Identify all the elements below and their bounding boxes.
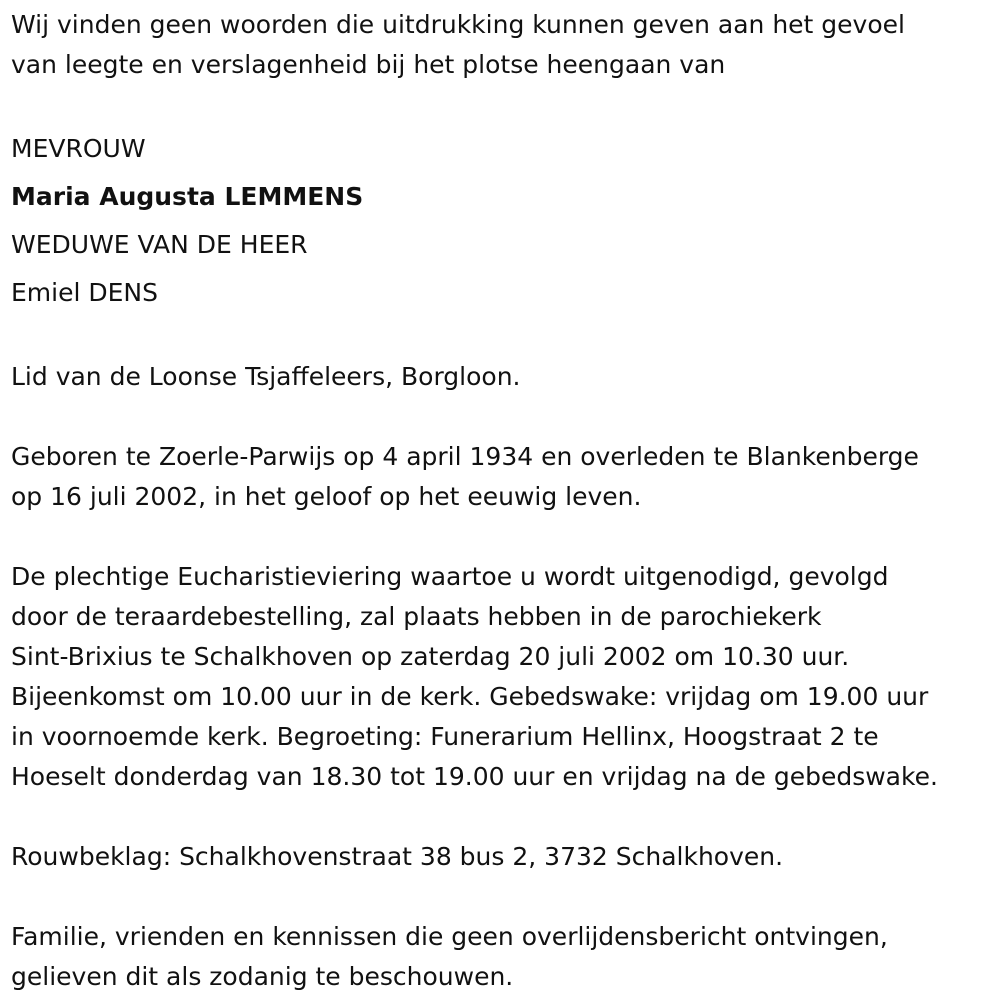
paragraph-spacer <box>11 517 995 557</box>
paragraph-spacer <box>11 877 995 917</box>
closing-paragraph <box>11 917 995 997</box>
ceremony-line: De plechtige Eucharistieviering waartoe u wordt uitgenodigd, gevolgd <box>11 562 889 591</box>
paragraph-spacer <box>11 397 995 437</box>
deceased-relation: WEDUWE VAN DE HEER <box>11 230 308 259</box>
ceremony-line: Bijeenkomst om 10.00 uur in de kerk. Gebedswake: vrijdag om 19.00 uur <box>11 682 929 711</box>
ceremony-paragraph <box>11 557 995 797</box>
birth-death-line: Geboren te Zoerle-Parwijs op 4 april 1934 en overleden te Blankenberge <box>11 442 919 471</box>
spouse-name: Emiel DENS <box>11 278 158 307</box>
paragraph-spacer <box>11 317 995 357</box>
closing-line: Familie, vrienden en kennissen die geen overlijdensbericht ontvingen, <box>11 922 888 951</box>
death-notice <box>11 5 995 997</box>
closing-line: gelieven dit als zodanig te beschouwen. <box>11 962 514 991</box>
paragraph-spacer <box>11 797 995 837</box>
deceased-block <box>11 125 995 317</box>
deceased-name: Maria Augusta LEMMENS <box>11 182 364 211</box>
intro-line: Wij vinden geen woorden die uitdrukking kunnen geven aan het gevoel <box>11 10 905 39</box>
intro-paragraph <box>11 5 995 85</box>
membership-line: Lid van de Loonse Tsjaffeleers, Borgloon. <box>11 362 521 391</box>
intro-line: van leegte en verslagenheid bij het plotse heengaan van <box>11 50 726 79</box>
ceremony-line: Hoeselt donderdag van 18.30 tot 19.00 uur en vrijdag na de gebedswake. <box>11 762 938 791</box>
birth-death-paragraph <box>11 437 995 517</box>
ceremony-line: in voornoemde kerk. Begroeting: Funerarium Hellinx, Hoogstraat 2 te <box>11 722 879 751</box>
condolence-address: Rouwbeklag: Schalkhovenstraat 38 bus 2, 3732 Schalkhoven. <box>11 842 784 871</box>
birth-death-line: op 16 juli 2002, in het geloof op het eeuwig leven. <box>11 482 642 511</box>
ceremony-line: Sint-Brixius te Schalkhoven op zaterdag 20 juli 2002 om 10.30 uur. <box>11 642 850 671</box>
ceremony-line: door de teraardebestelling, zal plaats hebben in de parochiekerk <box>11 602 822 631</box>
deceased-title: MEVROUW <box>11 134 146 163</box>
paragraph-spacer <box>11 85 995 125</box>
